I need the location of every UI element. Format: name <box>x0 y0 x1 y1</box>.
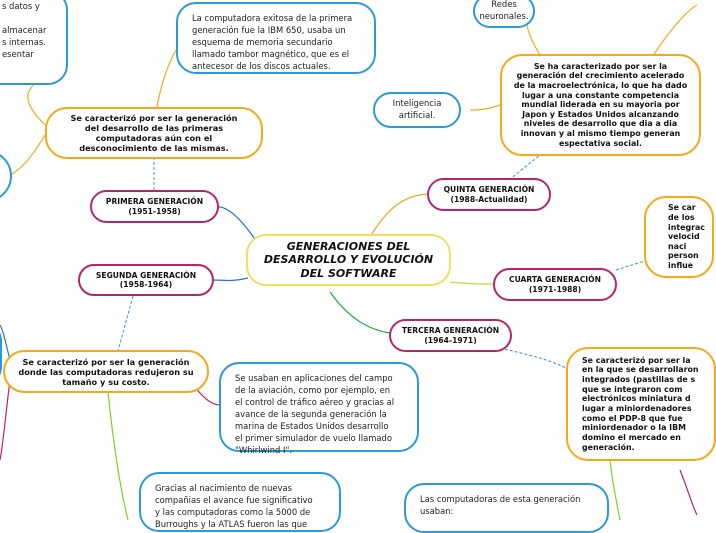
note-third-used[interactable]: Las computadoras de esta generación usaban: <box>404 483 609 533</box>
edge-fourth-desc <box>616 260 648 270</box>
fifth-generation-description[interactable]: Se ha caracterizado por ser la generación del crecimiento acelerado de la macroelectrónica, lo que ha dado lugar a una constante competencia mundial liderada en su mayoria por Japon y Estados Unidos alcanzando niveles de desarrollo que dia a dia innovan y al mismo tiempo generan espectativa social. <box>500 54 701 156</box>
topic-third-generation[interactable]: TERCERA GENERACIÓN (1964-1971) <box>389 319 512 352</box>
note-aviation[interactable]: Se usaban en aplicaciones del campo de la aviación, como por ejemplo, en el control de tráfico aéreo y gracias al avance de la segunda generación la marina de Estados Unidos desarrollo el primer simulador de vuelo llamado "Whirlwind I". <box>219 362 419 452</box>
edge-fifth-right <box>650 5 697 60</box>
edge-second-desc <box>118 296 133 351</box>
edge-second-companies <box>108 392 128 520</box>
first-generation-description[interactable]: Se caracterizó por ser la generación del desarrollo de las primeras computadoras aún con el desconocimiento de las mismas. <box>45 107 263 159</box>
topic-fifth-generation[interactable]: QUINTA GENERACIÓN (1988-Actualidad) <box>427 178 551 211</box>
second-generation-description[interactable]: Se caracterizó por ser la generación donde las computadoras redujeron su tamaño y su costo. <box>3 350 209 393</box>
edge-third-right <box>680 470 697 515</box>
edge-central-second <box>212 278 248 281</box>
edge-central-fourth <box>450 282 493 284</box>
note-companies[interactable]: Gracias al nacimiento de nuevas compañias el avance fue significativo y las computadoras como la 5000 de Burroughs y la ATLAS fueron las que <box>139 472 341 532</box>
edge-fifth-ia <box>470 105 500 110</box>
note-ibm650[interactable]: La computadora exitosa de la primera generación fue la IBM 650, usaba un esquema de memoria secundario llamado tambor magnético, que es el antecesor de los discos actuales. <box>176 2 376 74</box>
note-left-partial[interactable]: s datos y almacenar s internas. esentar <box>0 0 68 85</box>
edge-first-leftcircle <box>10 135 45 175</box>
edge-second-leftdown <box>0 380 10 460</box>
third-generation-description[interactable]: Se caracterizó por ser la en la que se desarrollaron integrados (pastillas de s que se integraron com electrónicos miniatura d lugar a miniordenadores como el PDP-8 que fue miniordenador o la IBM domino el mercado en generación. <box>566 347 716 461</box>
edge-first-ibm <box>157 50 176 107</box>
edge-fifth-desc <box>509 155 540 180</box>
topic-fourth-generation[interactable]: CUARTA GENERACIÓN (1971-1988) <box>493 268 617 301</box>
topic-second-generation[interactable]: SEGUNDA GENERACIÓN (1958-1964) <box>78 264 214 296</box>
topic-first-generation[interactable]: PRIMERA GENERACIÓN (1951-1958) <box>90 190 219 223</box>
note-redes-neuronales[interactable]: Redes neuronales. <box>473 0 535 28</box>
fourth-generation-description[interactable]: Se car de los integrac velocid naci person influe <box>644 196 714 278</box>
edge-third-desc <box>500 348 566 368</box>
edge-third-down <box>610 460 620 520</box>
note-inteligencia-artificial[interactable]: Inteligencia artificial. <box>373 92 461 128</box>
edge-central-third <box>330 292 390 333</box>
central-topic[interactable]: GENERACIONES DEL DESARROLLO Y EVOLUCIÓN DEL SOFTWARE <box>246 234 451 286</box>
